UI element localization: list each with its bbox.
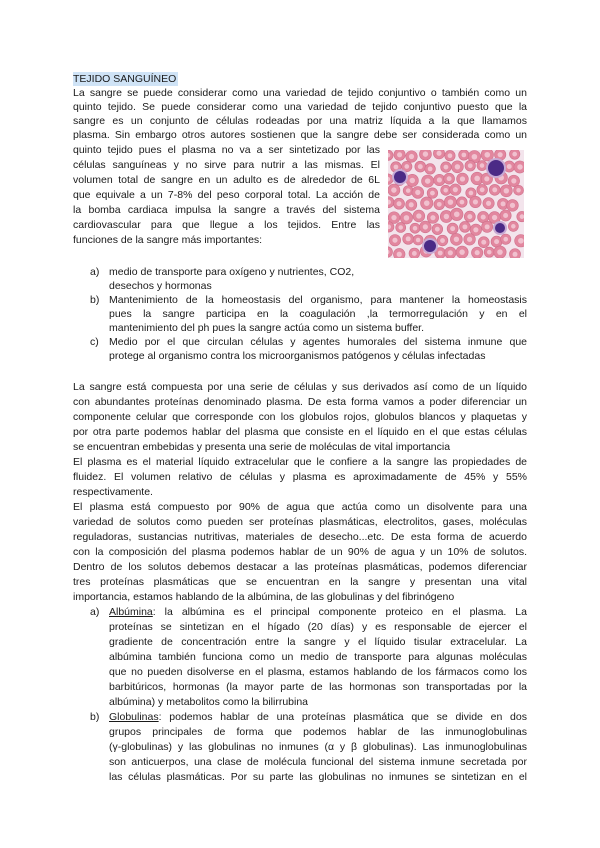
red-blood-cell-center [472,154,478,160]
red-blood-cell-center [460,176,465,181]
red-blood-cell-center [436,151,441,156]
red-blood-cell-center [437,177,442,182]
white-blood-cell-nucleus [424,240,436,252]
red-blood-cell-center [406,188,411,193]
protein-line: grupos principales de forma que podemos hablar de las inmunoglobulinas [109,726,527,738]
red-blood-cell-center [462,224,467,229]
body-line: El plasma está compuesto por 90% de agua que actúa como un disolvente para una [73,501,527,513]
red-blood-cell-center [468,163,473,168]
function-line: pues la sangre participa en la coagulación ,la termorregulación y en el [109,308,527,320]
red-blood-cell-center [412,251,417,256]
red-blood-cell-center [511,178,516,183]
protein-line: proteínas se sintetizan en el hígado (20 días) y es responsable de ejercer el [109,621,527,633]
red-blood-cell-center [461,153,466,158]
red-blood-cell-center [474,176,480,182]
body-line: se encuentran embebidas y presenta una serie de moléculas de vital importancia [73,441,451,453]
protein-line: (γ-globulinas) y las globulinas no inmunes (α y β globulinas). Las inmunoglobulinas [109,741,527,753]
protein-line: gradiente de concentración entre la sangre y el líquido tisular extracelular. La [109,636,527,648]
red-blood-cell-center [413,226,418,231]
red-blood-cell-center [406,236,411,241]
protein-line: albúmina también funciona como un medio de transporte para algunas moléculas [109,651,527,663]
white-blood-cell-nucleus [495,223,505,233]
red-blood-cell-center [473,227,478,232]
body-line: La sangre está compuesta por una serie de células y sus derivados así como de un líquido [73,381,527,393]
red-blood-cell-center [460,200,465,205]
red-blood-cell-center [430,191,435,196]
function-marker: b) [90,294,100,306]
function-marker: a) [90,266,100,278]
red-blood-cell-center [516,188,521,193]
red-blood-cell-center [410,178,416,184]
red-blood-cell-center [494,239,499,244]
red-blood-cell-center [448,153,453,158]
red-blood-cell-center [435,227,440,232]
red-blood-cell-center [484,152,490,158]
wrap-line: quinto tejido pues el plasma no va a ser sintetizado por las [73,144,380,156]
red-blood-cell-center [444,165,449,170]
protein-term: Albúmina [109,606,153,618]
red-blood-cell-center [398,225,403,230]
red-blood-cell-center [511,224,516,229]
red-blood-cell-center [481,240,486,245]
white-blood-cell-nucleus [488,160,504,176]
protein-line: albúmina) y metabolitos como la bilirrubina [109,696,309,708]
red-blood-cell-center [394,165,399,170]
function-line: desechos y hormonas [109,280,212,292]
red-blood-cell-center [473,199,478,204]
red-blood-cell-center [454,237,459,242]
body-line: El plasma es el material líquido extracelular que le confiere a la sangre las propiedades de [73,456,527,468]
red-blood-cell-center [467,237,472,242]
protein-first-line [109,605,527,619]
body-line: variedad de solutos como pueden ser proteínas plasmáticas, electrolitos, gases, moléculas [73,516,527,528]
red-blood-cell-center [459,249,464,254]
red-blood-cell-center [416,238,421,243]
red-blood-cell-center [428,167,433,172]
red-blood-cell-center [438,251,443,256]
protein-marker: b) [90,711,100,723]
white-blood-cell-nucleus [394,171,406,183]
wrap-line: volumen total de sangre en un adulto es de alrededor de 6L [73,174,380,186]
red-blood-cell-center [430,215,435,220]
red-blood-cell-center [397,252,402,257]
protein-line: que no pueden disolverse en el plasma, estamos hablando de los fármacos como los [109,666,527,678]
protein-line: son anticuerpos, una clase de molécula funcional del sistema inmune secretada por [109,756,527,768]
red-blood-cell-center [409,154,414,159]
body-line: Dentro de los solutos debemos destacar a las proteínas plasmáticas, podemos diferenciar [73,561,527,573]
function-line: medio de transporte para oxígeno y nutrientes, CO2, [109,266,355,278]
red-blood-cell-center [391,187,396,192]
red-blood-cell-center [503,237,508,242]
red-blood-cell-center [455,164,460,169]
red-blood-cell-center [444,214,449,219]
red-blood-cell-center [397,201,402,206]
red-blood-cell-center [448,250,453,255]
red-blood-cell-center [453,187,458,192]
red-blood-cell-center [391,215,396,220]
intro-line: plasma. Sin embargo otros autores sostienen que la sangre debe ser considerada como un [73,129,527,141]
red-blood-cell-center [510,203,515,208]
protein-line: las células plasmáticas. Por su parte las globulinas no inmunes se sintetizan en el [109,771,527,783]
body-line: respectivamente. [73,486,153,498]
red-blood-cell-center [418,164,423,169]
wrap-line: células sanguíneas y no sirve para nutrir a las mismas. El [73,159,380,171]
red-blood-cell-center [486,201,491,206]
protein-first-rest: : podemos hablar de una proteínas plasmática que se divide en dos [158,711,527,723]
red-blood-cell-center [497,249,503,255]
intro-line: La sangre se puede considerar como una variedad de tejido conjuntivo o también como un [73,87,527,99]
function-marker: c) [90,336,99,348]
function-line: Mantenimiento de la homeostasis del organismo, para mantener la homeostasis [109,294,527,306]
red-blood-cell-center [517,164,522,169]
body-line: fluidez. El volumen relativo de células y plasma es aproximadamente de 45% y 55% [73,471,527,483]
red-blood-cell-center [404,164,409,169]
blood-smear-image [388,150,524,258]
body-line: por otra parte podemos hablar del plasma que consiste en el líquido en el que estas células [73,426,527,438]
red-blood-cell-center [507,164,512,169]
body-line: con abundantes proteínas denominado plasma. De esta forma vamos a poder diferenciar un [73,396,527,408]
red-blood-cell-center [397,152,402,157]
red-blood-cell-center [404,215,410,221]
intro-line: quinto tejido. Se puede considerar como una variedad de tejido conjuntivo puesto que la [73,101,527,113]
red-blood-cell-center [392,238,397,243]
red-blood-cell-center [415,190,420,195]
red-blood-cell-center [501,201,506,206]
red-blood-cell-center [492,187,497,192]
body-line: importancia, estamos hablando de la albúmina, de las globulinas y del fibrinógeno [73,591,455,603]
red-blood-cell-center [447,176,452,181]
red-blood-cell-center [416,213,421,218]
red-blood-cell-center [492,215,497,220]
red-blood-cell-center [450,226,455,231]
red-blood-cell-center [513,252,518,257]
wrap-line: que equivale a un 7-8% del peso corporal total. La acción de [73,189,380,201]
red-blood-cell-center [424,200,430,206]
red-blood-cell-center [440,238,445,243]
red-blood-cell-center [518,238,524,244]
function-line: Medio por el que circulan células y agentes humorales del sistema inmune que [109,336,527,348]
red-blood-cell-center [512,152,517,157]
red-blood-cell-center [485,224,490,229]
body-line: componente celular que corresponde con los globulos rojos, globulos blancos y plaquetas y [73,411,527,423]
red-blood-cell-center [423,151,428,156]
wrap-line: funciones de la sangre más importantes: [73,234,263,246]
function-line: protege al organismo contra los microorganismos patógenos y células infectadas [109,350,486,362]
red-blood-cell-center [484,176,489,181]
protein-first-line [109,710,527,724]
red-blood-cell-center [504,188,509,193]
red-blood-cell-center [454,211,460,217]
red-blood-cell-center [498,152,503,157]
intro-line: sangre es un conjunto de células rodeadas por una matriz líquida a la que llamamos [73,115,527,127]
red-blood-cell-center [487,250,492,255]
protein-line: barbitúricos, hormonas (la mayor parte de las hormonas son transportadas por la [109,681,527,693]
body-line: reguladoras, sustancias nutritivas, materiales de desecho...etc. De esta forma de acuerdo [73,531,527,543]
protein-term: Globulinas [109,711,159,723]
red-blood-cell-center [443,188,448,193]
red-blood-cell-center [448,199,454,205]
wrap-line: cardiovascular para que llegue a los tejidos. Entre las [73,219,380,231]
protein-first-rest: : la albúmina es el principal componente proteico en el plasma. La [152,606,527,618]
red-blood-cell-center [409,202,414,207]
body-line: con la composición del plasma podemos hablar de un 90% de agua y un 10% de solutos. [73,546,527,558]
body-line: tres proteínas plasmáticas que se encuentran en la sangre y presentan una vital [73,576,527,588]
red-blood-cell-center [480,163,485,168]
red-blood-cell-center [481,215,486,220]
wrap-line: la bomba cardiaca impulsa la sangre a través del sistema [73,204,380,216]
red-blood-cell-center [425,178,431,184]
red-blood-cell-center [503,213,508,218]
red-blood-cell-center [475,250,480,255]
red-blood-cell-center [469,191,474,196]
red-blood-cell-center [480,187,485,192]
protein-marker: a) [90,606,100,618]
red-blood-cell-center [437,202,442,207]
section-title: TEJIDO SANGUÍNEO [73,73,177,85]
red-blood-cell-center [467,214,472,219]
function-line: mantenimiento del ph pues la sangre actúa como un sistema buffer. [109,322,424,334]
red-blood-cell-center [423,224,428,229]
